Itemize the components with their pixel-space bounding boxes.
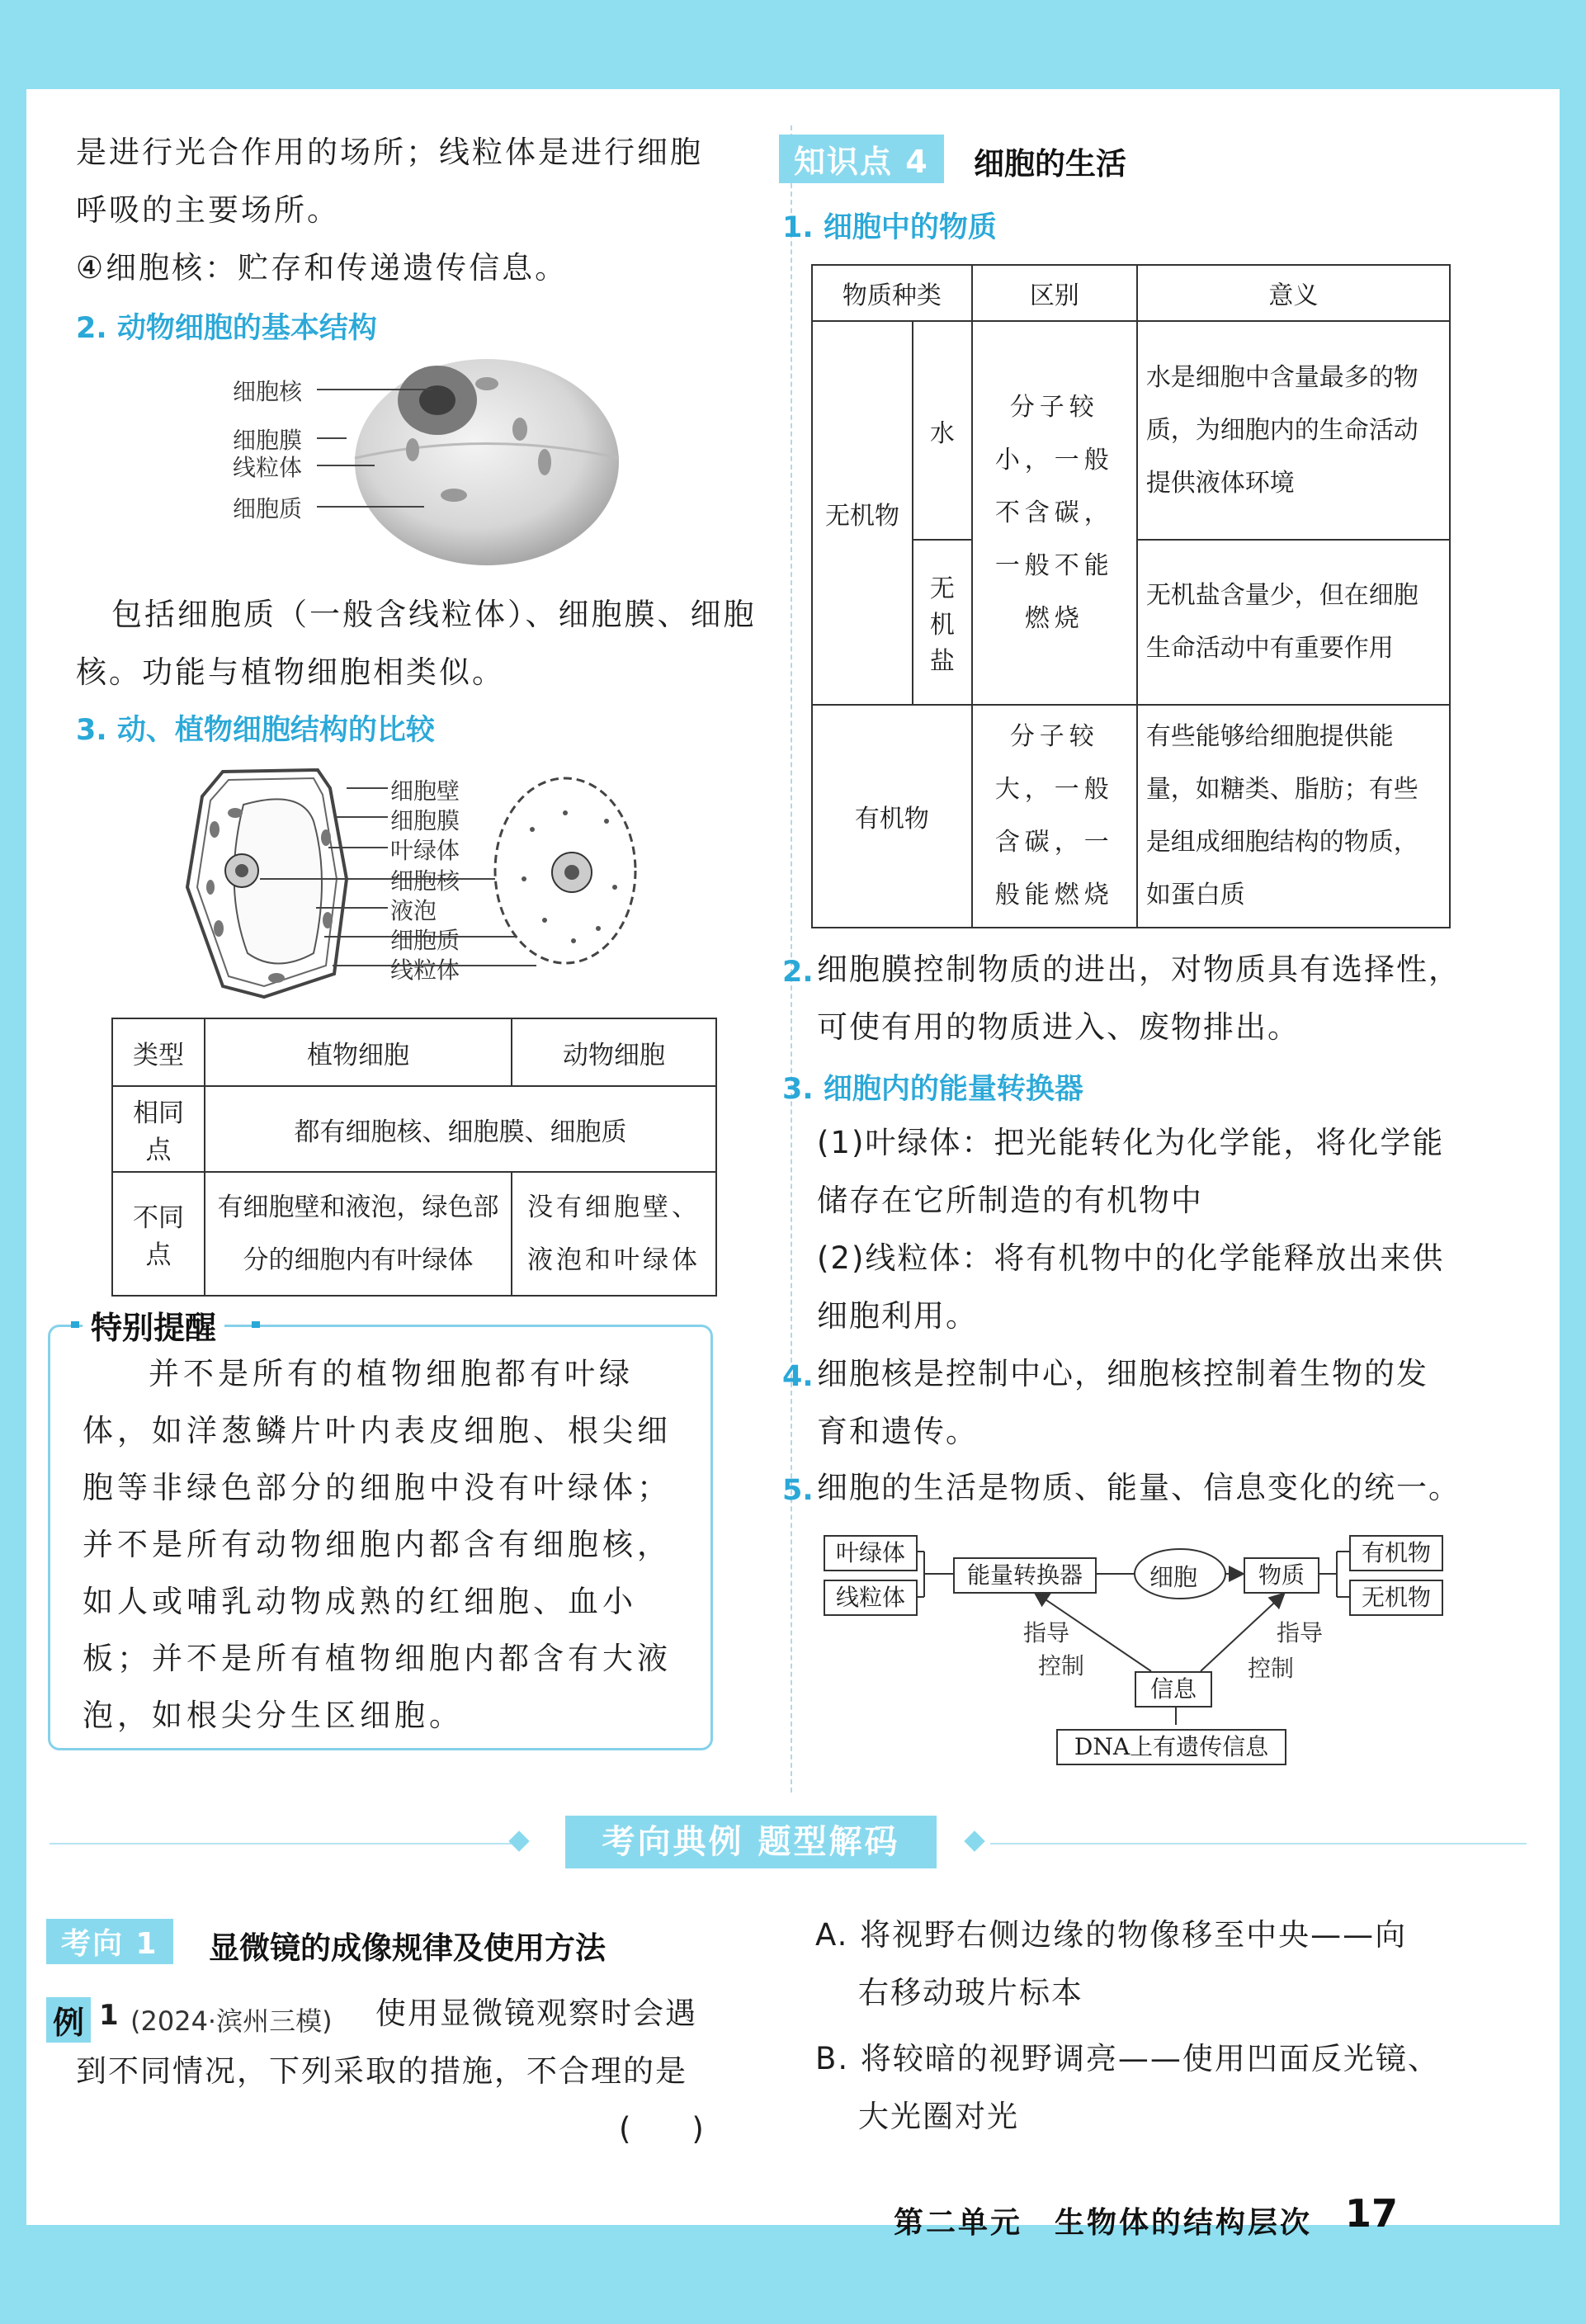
item-4-number: 4.: [782, 1360, 814, 1393]
label-vacuole: 液泡: [390, 897, 437, 924]
section-3-title: 3. 动、植物细胞结构的比较: [76, 714, 435, 747]
label-cytoplasm: 细胞质: [233, 495, 303, 522]
table-cell: 有细胞壁和液泡，绿色部分的细胞内有叶绿体: [205, 1172, 512, 1296]
reminder-title: 特别提醒: [83, 1302, 224, 1348]
label-nucleus: 细胞核: [390, 867, 460, 895]
label-cell-wall: 细胞壁: [390, 777, 460, 805]
page-border-right: [1560, 0, 1586, 2324]
flow-box-chloroplast: 叶绿体: [824, 1535, 918, 1571]
exam-direction-title: 显微镜的成像规律及使用方法: [209, 1930, 606, 1966]
footer-chapter: 第二单元 生物体的结构层次: [894, 2206, 1313, 2240]
chloroplast-shape: [228, 808, 243, 818]
exam-direction-badge: 考向 1: [46, 1919, 173, 1964]
flow-control-right: 控制: [1248, 1655, 1295, 1682]
table-row-label: 无机盐: [913, 540, 972, 705]
table-cell: 分子较小，一般不含碳，一般不能燃烧: [972, 321, 1137, 705]
page-border-left: [0, 0, 26, 2324]
mitochondrion-shape: [441, 489, 467, 502]
item-5-text: 细胞的生活是物质、能量、信息变化的统一。: [817, 1470, 1461, 1505]
table-header: 意义: [1137, 265, 1450, 321]
item-4-line-1: 细胞核是控制中心，细胞核控制着生物的发: [817, 1356, 1428, 1391]
flow-control-left: 控制: [1038, 1652, 1085, 1679]
label-membrane: 细胞膜: [233, 427, 303, 454]
intro-line-1: 是进行光合作用的场所；线粒体是进行细胞: [76, 135, 703, 170]
sub-1-title: 1. 细胞中的物质: [782, 211, 997, 244]
item-2-line-2: 可使有用的物质进入、废物排出。: [817, 1009, 1300, 1045]
option-b-line-1: B. 将较暗的视野调亮——使用凹面反光镜、: [815, 2041, 1440, 2076]
banner-rule-left: [50, 1843, 512, 1845]
leader-line: [317, 465, 375, 466]
chloroplast-shape: [323, 912, 333, 928]
page-border-bottom: [0, 2225, 1586, 2324]
item-5-number: 5.: [782, 1474, 814, 1507]
flow-box-inorganic: 无机物: [1349, 1580, 1443, 1616]
animal-cell-illustration: [347, 351, 627, 574]
label-cytoplasm: 细胞质: [390, 927, 460, 954]
mitochondrion-shape: [406, 438, 419, 461]
plant-nucleolus: [235, 864, 248, 877]
example-badge: 例: [46, 1997, 91, 2043]
table-row-label: 有机物: [812, 705, 972, 928]
option-a-line-1: A. 将视野右侧边缘的物像移至中央——向: [815, 1917, 1408, 1953]
section-2-desc-2: 核。功能与植物细胞相类似。: [76, 654, 505, 690]
table-cell: 无机盐含量少，但在细胞生命活动中有重要作用: [1137, 540, 1450, 705]
intro-line-3: ④细胞核：贮存和传递遗传信息。: [76, 250, 569, 286]
table-row-label: 无机物: [812, 321, 913, 705]
table-header: 植物细胞: [205, 1018, 512, 1086]
example-number: 1: [99, 1999, 119, 2032]
flow-cell-label: 细胞: [1149, 1563, 1198, 1591]
chloroplast-shape: [268, 973, 285, 983]
mitochondrion-shape: [538, 449, 551, 475]
section-banner: 考向典例 题型解码: [565, 1816, 937, 1868]
flow-box-info: 信息: [1135, 1671, 1212, 1708]
mitochondrion-shape: [475, 377, 498, 390]
intro-line-2: 呼吸的主要场所。: [76, 192, 340, 228]
flow-guide-right: 指导: [1277, 1619, 1324, 1646]
page-number: 17: [1345, 2191, 1399, 2236]
mitochondrion-shape: [512, 418, 527, 441]
label-nucleus: 细胞核: [233, 378, 303, 405]
chloroplast-shape: [321, 829, 331, 846]
flow-box-organic: 有机物: [1349, 1535, 1443, 1571]
reminder-body: 并不是所有的植物细胞都有叶绿体，如洋葱鳞片叶内表皮细胞、根尖细胞等非绿色部分的细胞中没有叶绿体；并不是所有动物细胞内都含有细胞核，如人或哺乳动物成熟的红细胞、血小板；并不是所有植物细胞内都含有大液泡，如根尖分生区细胞。: [83, 1356, 672, 1733]
label-cell-membrane: 细胞膜: [390, 807, 460, 834]
banner-rule-right: [990, 1843, 1527, 1845]
leader-line: [317, 506, 424, 508]
item-2-line-1: 细胞膜控制物质的进出，对物质具有选择性，: [817, 952, 1461, 987]
table-cell: 有些能够给细胞提供能量，如糖类、脂肪；有些是组成细胞结构的物质，如蛋白质: [1137, 705, 1450, 928]
flow-box-mitochondria: 线粒体: [824, 1580, 918, 1616]
item-3-line-4: 细胞利用。: [817, 1298, 978, 1334]
option-a-line-2: 右移动玻片标本: [858, 1975, 1083, 2010]
table-header: 动物细胞: [512, 1018, 716, 1086]
table-cell: 水是细胞中含量最多的物质，为细胞内的生命活动提供液体环境: [1137, 321, 1450, 540]
chloroplast-shape: [210, 821, 219, 838]
table-cell: 分子较大，一般含碳，一般能燃烧: [972, 705, 1137, 928]
flow-box-matter: 物质: [1244, 1557, 1319, 1594]
section-2-desc-1: 包括细胞质（一般含线粒体）、细胞膜、细胞: [111, 597, 757, 632]
label-chloroplast: 叶绿体: [390, 837, 460, 864]
reminder-text: [83, 1345, 685, 1744]
leader-line: [317, 437, 347, 439]
substances-table: [811, 264, 1451, 928]
flow-box-dna: DNA上有遗传信息: [1056, 1729, 1286, 1765]
chloroplast-shape: [214, 920, 224, 937]
table-row-label: 相同点: [112, 1086, 205, 1172]
flow-guide-left: 指导: [1023, 1619, 1070, 1646]
example-source: (2024·滨州三模): [130, 2005, 333, 2037]
answer-parentheses: ( ): [619, 2111, 704, 2147]
sub-3-title: 3. 细胞内的能量转换器: [782, 1073, 1083, 1106]
table-row-label: 水: [913, 321, 972, 540]
table-cell: 没有细胞壁、液泡和叶绿体: [512, 1172, 716, 1296]
example-line-1: 使用显微镜观察时会遇: [375, 1996, 697, 2031]
page-border-top: [0, 0, 1586, 89]
table-cell: 都有细胞核、细胞膜、细胞质: [205, 1086, 716, 1172]
knowledge-point-title: 细胞的生活: [974, 146, 1126, 182]
leader-line: [317, 389, 432, 390]
section-2-title: 2. 动物细胞的基本结构: [76, 312, 377, 345]
table-header: 物质种类: [812, 265, 972, 321]
label-mitochondria: 线粒体: [233, 454, 303, 481]
item-4-line-2: 育和遗传。: [817, 1414, 978, 1449]
table-header: 区别: [972, 265, 1137, 321]
reminder-title-marker: [252, 1321, 260, 1328]
item-3-line-3: (2)线粒体：将有机物中的化学能释放出来供: [817, 1240, 1445, 1276]
table-row-label: 不同点: [112, 1172, 205, 1296]
table-header: 类型: [112, 1018, 205, 1086]
item-3-line-1: (1)叶绿体：把光能转化为化学能，将化学能: [817, 1125, 1445, 1160]
label-mitochondria: 线粒体: [390, 957, 460, 984]
example-line-2: 到不同情况，下列采取的措施，不合理的是: [76, 2053, 687, 2089]
chloroplast-shape: [206, 880, 215, 895]
item-2-number: 2.: [782, 956, 814, 989]
item-3-line-2: 储存在它所制造的有机物中: [817, 1183, 1203, 1218]
flow-box-energy-converter: 能量转换器: [953, 1557, 1097, 1594]
reminder-title-marker: [71, 1321, 79, 1328]
animal-nucleolus: [564, 865, 579, 880]
option-b-line-2: 大光圈对光: [858, 2099, 1019, 2134]
knowledge-point-badge: 知识点 4: [779, 135, 944, 183]
comparison-table: [111, 1018, 717, 1297]
